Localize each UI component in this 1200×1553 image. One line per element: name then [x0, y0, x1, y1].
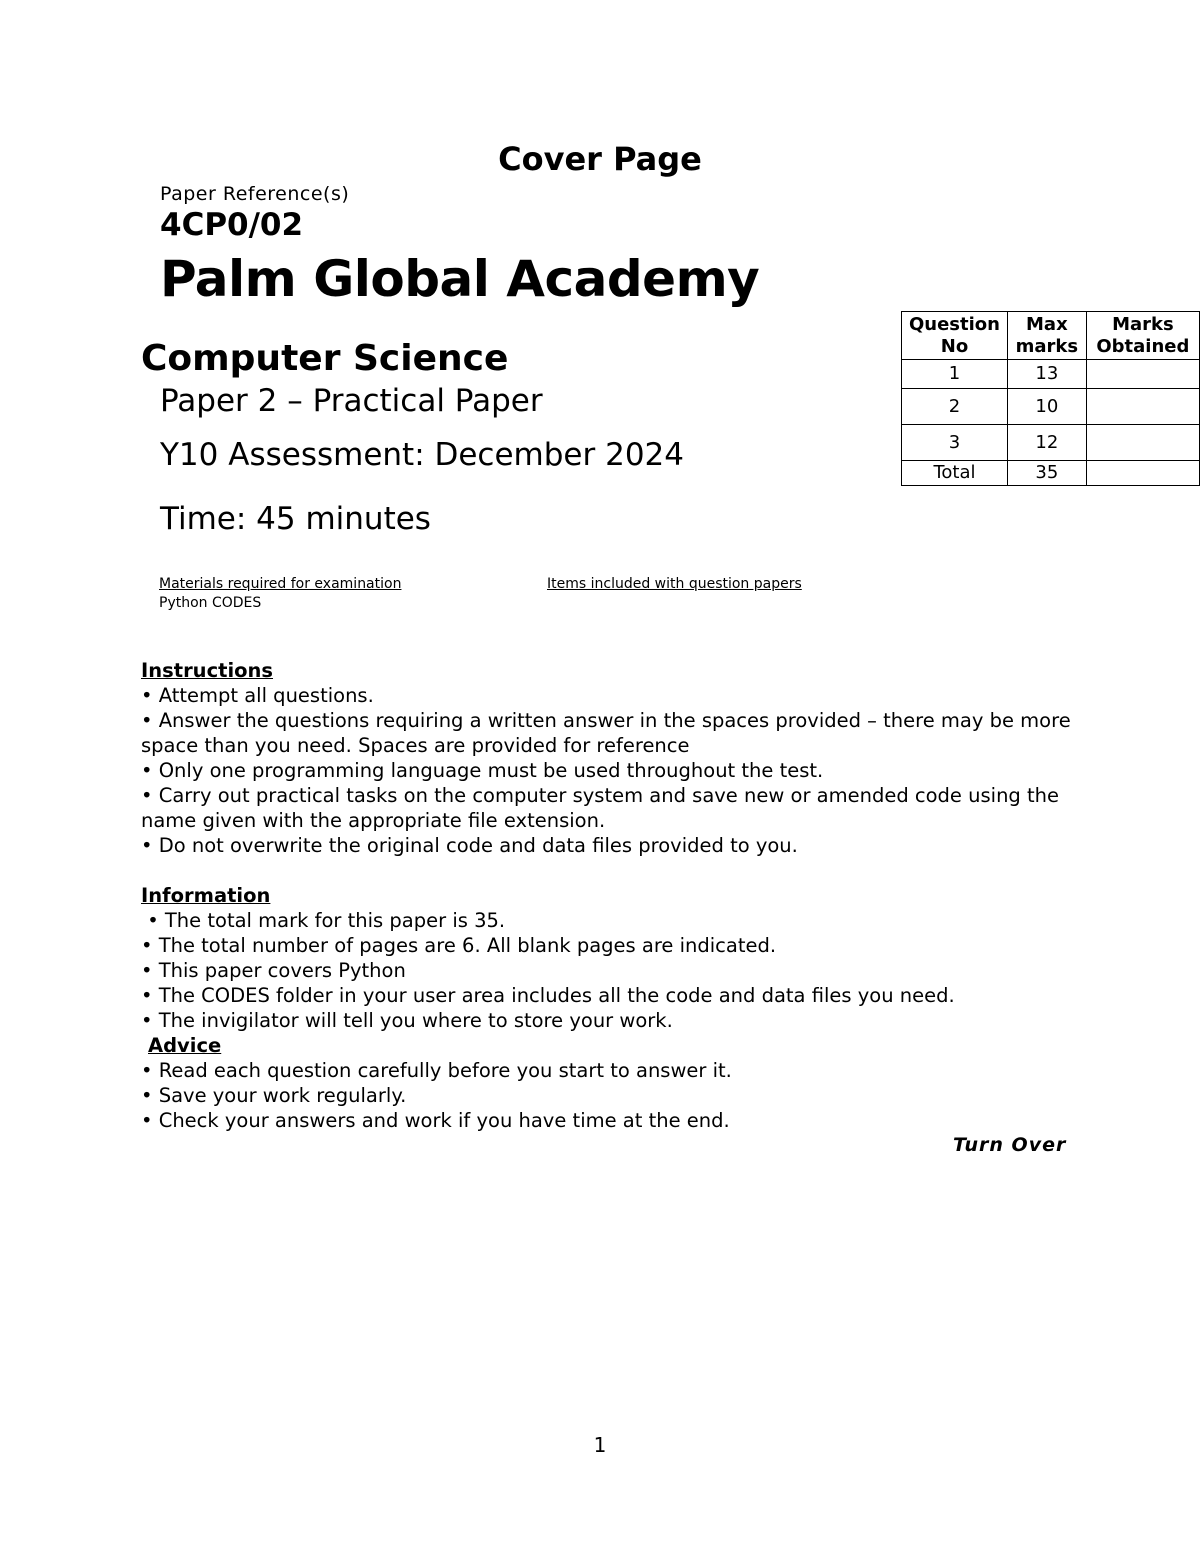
cell-question: Total: [902, 461, 1008, 486]
header-max-marks: Max marks: [1007, 312, 1086, 360]
cell-max-marks: 10: [1007, 389, 1086, 425]
information-line: • The CODES folder in your user area includes all the code and data files you need.: [141, 984, 955, 1007]
cell-marks-obtained[interactable]: [1086, 461, 1199, 486]
information-line: • The invigilator will tell you where to store your work.: [141, 1009, 673, 1032]
materials-label: Materials required for examination: [159, 576, 402, 592]
paper-reference-code: 4CP0/02: [160, 207, 304, 243]
cover-title: Cover Page: [498, 140, 702, 178]
information-line: • The total number of pages are 6. All blank pages are indicated.: [141, 934, 777, 957]
paper-name: Paper 2 – Practical Paper: [160, 383, 543, 419]
advice-line: • Read each question carefully before you start to answer it.: [141, 1059, 732, 1082]
information-line: • This paper covers Python: [141, 959, 406, 982]
cell-max-marks: 35: [1007, 461, 1086, 486]
marks-table: [901, 311, 1200, 486]
table-row: [902, 360, 1200, 389]
exam-time: Time: 45 minutes: [160, 501, 431, 537]
school-name: Palm Global Academy: [160, 250, 760, 308]
cell-marks-obtained[interactable]: [1086, 425, 1199, 461]
table-row: [902, 425, 1200, 461]
information-heading: Information: [141, 884, 271, 907]
advice-line: • Save your work regularly.: [141, 1084, 407, 1107]
cell-max-marks: 12: [1007, 425, 1086, 461]
assessment-date: Y10 Assessment: December 2024: [160, 437, 684, 473]
instruction-line: • Do not overwrite the original code and data files provided to you.: [141, 834, 798, 857]
information-line: • The total mark for this paper is 35.: [141, 909, 506, 932]
cell-question: 3: [902, 425, 1008, 461]
materials-value: Python CODES: [159, 595, 262, 611]
information-section: [141, 883, 1081, 1033]
items-included-label: Items included with question papers: [547, 576, 802, 592]
marks-table-header-row: [902, 312, 1200, 360]
advice-heading: Advice: [148, 1034, 222, 1057]
instruction-line: • Answer the questions requiring a written answer in the spaces provided – there may be more: [141, 709, 1071, 732]
subject-title: Computer Science: [141, 338, 509, 379]
instructions-heading: Instructions: [141, 659, 274, 682]
instruction-line: space than you need. Spaces are provided for reference: [141, 734, 690, 757]
cell-question: 2: [902, 389, 1008, 425]
cell-question: 1: [902, 360, 1008, 389]
instruction-line: • Carry out practical tasks on the computer system and save new or amended code using the: [141, 784, 1060, 807]
page-number: 1: [593, 1433, 607, 1457]
table-row: [902, 389, 1200, 425]
header-question-no: Question No: [902, 312, 1008, 360]
advice-line: • Check your answers and work if you have time at the end.: [141, 1109, 730, 1132]
header-marks-obtained: Marks Obtained: [1086, 312, 1199, 360]
turn-over-label: Turn Over: [953, 1134, 1067, 1156]
instructions-section: [141, 658, 1081, 858]
advice-section: [141, 1033, 1081, 1133]
table-row-total: [902, 461, 1200, 486]
cell-marks-obtained[interactable]: [1086, 360, 1199, 389]
instruction-line: • Only one programming language must be used throughout the test.: [141, 759, 824, 782]
instruction-line: • Attempt all questions.: [141, 684, 374, 707]
instruction-line: name given with the appropriate file extension.: [141, 809, 606, 832]
paper-reference-label: Paper Reference(s): [160, 183, 350, 205]
cell-marks-obtained[interactable]: [1086, 389, 1199, 425]
cell-max-marks: 13: [1007, 360, 1086, 389]
